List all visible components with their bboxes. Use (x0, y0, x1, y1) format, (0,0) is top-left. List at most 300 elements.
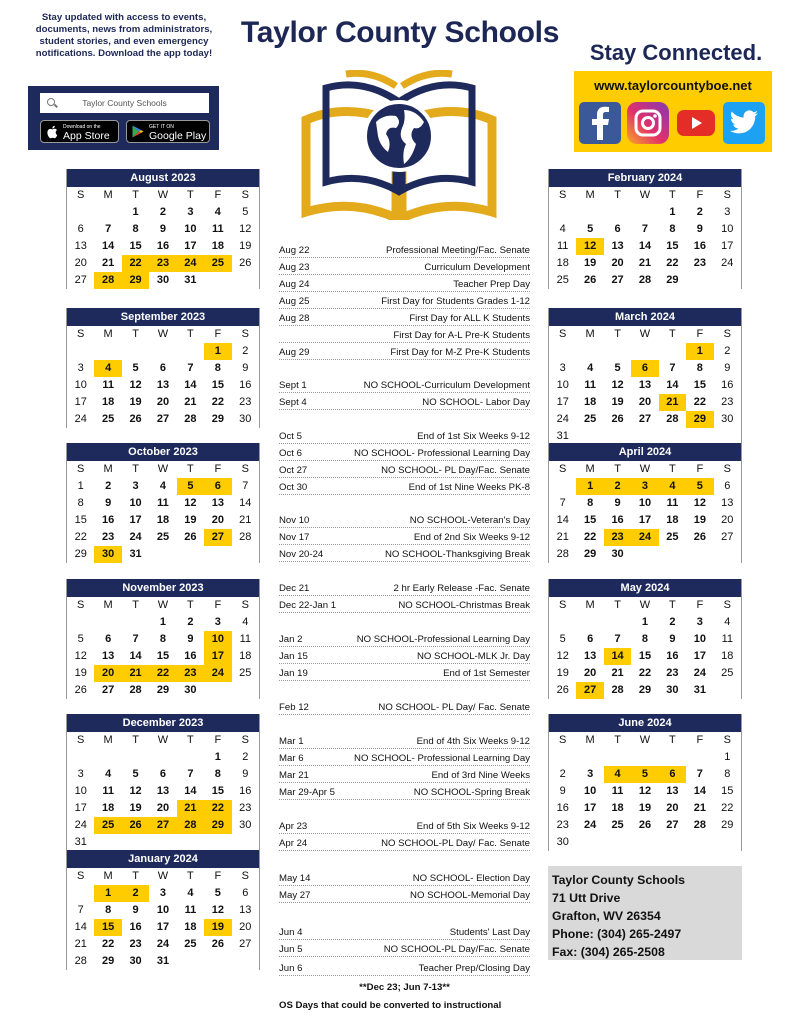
calendar-day-highlighted: 2 (604, 478, 631, 495)
event-description: NO SCHOOL-MLK Jr. Day (416, 651, 530, 662)
weekday-label: S (559, 599, 567, 611)
calendar-day: 10 (74, 379, 87, 391)
event-date: Nov 10 (279, 515, 310, 526)
weekday-label: T (132, 463, 139, 475)
calendar-day: 14 (184, 379, 197, 391)
weekday-label: T (132, 599, 139, 611)
calendar-day: 28 (638, 274, 652, 286)
calendar-day: 20 (239, 921, 252, 933)
calendar-day: 20 (584, 667, 597, 679)
calendar-day: 24 (693, 667, 706, 679)
calendar-day-highlighted: 12 (576, 238, 603, 255)
event-row (279, 242, 530, 258)
calendar-day-highlighted: 4 (94, 360, 121, 377)
calendar-day: 10 (156, 904, 170, 916)
calendar-day: 16 (239, 379, 252, 391)
day-grid (549, 461, 741, 563)
calendar-day: 11 (666, 497, 679, 509)
weekday-label: T (187, 870, 194, 882)
empty-day (576, 614, 603, 631)
weekday-label: F (696, 599, 704, 611)
event-description: Curriculum Development (424, 262, 530, 273)
youtube-icon[interactable] (675, 102, 717, 144)
day-grid (67, 597, 259, 699)
calendar-day: 27 (666, 819, 679, 831)
calendar-day: 24 (584, 819, 597, 831)
calendar-day: 9 (187, 633, 194, 645)
calendar-day: 17 (556, 396, 569, 408)
empty-day (631, 204, 658, 221)
event-date: Sept 1 (279, 380, 307, 391)
calendar-day-highlighted: 24 (177, 255, 204, 272)
calendar-day-highlighted: 21 (177, 800, 204, 817)
calendar-day-highlighted: 5 (631, 766, 658, 783)
weekday-label: T (187, 734, 194, 746)
calendar-day-highlighted: 15 (94, 919, 121, 936)
calendar-day: 10 (638, 497, 652, 509)
calendar-day: 12 (184, 497, 197, 509)
month-header: February 2024 (549, 169, 741, 187)
apple-icon (45, 124, 59, 140)
weekday-label: F (696, 463, 704, 475)
calendar-day: 28 (184, 413, 197, 425)
calendar-day: 7 (187, 768, 194, 780)
instagram-icon[interactable] (627, 102, 669, 144)
event-date: Sept 4 (279, 397, 307, 408)
calendar-day-highlighted: 5 (177, 478, 204, 495)
calendar-day: 16 (693, 240, 706, 252)
calendar-day-highlighted: 28 (177, 817, 204, 834)
calendar-day: 13 (721, 497, 734, 509)
empty-day (604, 614, 631, 631)
event-row (279, 394, 530, 410)
empty-day (549, 749, 576, 766)
day-grid (67, 461, 259, 563)
contact-address: 71 Utt Drive (552, 891, 621, 905)
calendar-day: 6 (724, 480, 731, 492)
empty-day (604, 204, 631, 221)
event-date: Aug 29 (279, 347, 310, 358)
empty-day (576, 749, 603, 766)
calendar-day: 9 (132, 904, 139, 916)
calendar-day: 13 (239, 904, 252, 916)
event-date: Apr 23 (279, 821, 308, 832)
empty-day (549, 204, 576, 221)
calendar-day: 21 (74, 938, 87, 950)
weekday-label: S (723, 189, 731, 201)
school-logo (292, 70, 506, 220)
calendar-day: 10 (184, 223, 197, 235)
calendar-day: 10 (721, 223, 734, 235)
calendar-day: 2 (242, 345, 249, 357)
calendar-day: 29 (102, 955, 115, 967)
calendar-day: 31 (556, 430, 569, 442)
event-date: Jun 6 (279, 963, 303, 974)
calendar-day: 30 (721, 413, 734, 425)
weekday-label: T (669, 599, 676, 611)
calendar-day: 19 (74, 667, 87, 679)
calendar-day: 17 (74, 802, 87, 814)
event-description: First Day for Students Grades 1-12 (381, 296, 530, 307)
calendar-day-highlighted: 1 (576, 478, 603, 495)
calendar-day: 3 (559, 362, 566, 374)
calendar-day: 14 (102, 240, 115, 252)
calendar-day: 13 (74, 240, 87, 252)
calendar-day: 13 (211, 497, 224, 509)
calendar-day-highlighted: 6 (204, 478, 231, 495)
calendar-day: 18 (184, 921, 197, 933)
calendar-day-highlighted: 21 (122, 665, 149, 682)
empty-day (122, 343, 149, 360)
calendar-day: 31 (184, 274, 197, 286)
calendar-day: 8 (132, 223, 139, 235)
calendar-day: 31 (129, 548, 142, 560)
weekday-label: F (214, 463, 222, 475)
event-row (279, 377, 530, 393)
calendar-day: 22 (74, 531, 87, 543)
calendar-day: 27 (102, 684, 115, 696)
weekday-label: S (241, 734, 249, 746)
weekday-label: M (585, 599, 595, 611)
calendar-may-2024 (548, 579, 742, 699)
calendar-day: 18 (102, 802, 115, 814)
twitter-icon[interactable] (723, 102, 765, 144)
calendar-day: 16 (611, 514, 624, 526)
calendar-day: 13 (156, 379, 170, 391)
calendar-day: 14 (129, 650, 142, 662)
calendar-day: 5 (214, 887, 221, 899)
event-row (279, 924, 530, 940)
calendar-day-highlighted: 22 (204, 800, 231, 817)
calendar-day: 5 (242, 206, 249, 218)
calendar-day: 9 (242, 362, 249, 374)
calendar-day: 20 (611, 257, 624, 269)
calendar-day: 23 (666, 667, 679, 679)
calendar-day: 8 (669, 223, 676, 235)
calendar-day: 31 (693, 684, 706, 696)
weekday-label: F (696, 328, 704, 340)
weekday-label: M (103, 734, 113, 746)
weekday-label: M (103, 463, 113, 475)
calendar-day-highlighted: 21 (659, 394, 686, 411)
event-row (279, 529, 530, 545)
event-date: Aug 22 (279, 245, 310, 256)
empty-day (67, 885, 94, 902)
calendar-day: 13 (638, 379, 652, 391)
contact-city: Grafton, WV 26354 (552, 909, 661, 923)
empty-day (149, 749, 176, 766)
calendar-day: 3 (77, 768, 84, 780)
calendar-day: 25 (156, 531, 170, 543)
month-header: April 2024 (549, 443, 741, 461)
day-grid (67, 326, 259, 428)
calendar-day: 23 (129, 938, 142, 950)
calendar-day: 12 (74, 650, 87, 662)
weekday-label: W (157, 870, 169, 882)
calendar-day: 28 (611, 684, 624, 696)
calendar-day: 4 (559, 223, 566, 235)
calendar-day: 8 (641, 633, 649, 645)
calendar-day: 12 (211, 904, 224, 916)
calendar-day: 30 (556, 836, 569, 848)
calendar-day: 4 (724, 616, 731, 628)
calendar-day: 1 (214, 751, 221, 763)
calendar-day: 19 (129, 802, 142, 814)
calendar-day: 31 (74, 836, 87, 848)
calendar-day: 27 (611, 274, 624, 286)
calendar-day: 13 (584, 650, 597, 662)
calendar-day: 15 (211, 785, 224, 797)
event-row (279, 665, 530, 681)
event-row (279, 546, 530, 562)
calendar-day: 9 (105, 497, 112, 509)
calendar-day: 22 (721, 802, 734, 814)
calendar-day: 14 (74, 921, 87, 933)
calendar-day: 22 (584, 531, 597, 543)
event-row (279, 960, 530, 976)
event-description: NO SCHOOL- PL Day/Fac. Senate (381, 465, 530, 476)
calendar-day: 6 (159, 362, 167, 374)
event-description: NO SCHOOL- Professional Learning Day (354, 448, 530, 459)
event-row (279, 580, 530, 596)
event-description: End of 3rd Nine Weeks (431, 770, 530, 781)
empty-day (659, 343, 686, 360)
calendar-day: 2 (559, 768, 566, 780)
calendar-march-2024 (548, 308, 742, 445)
calendar-day-highlighted: 20 (94, 665, 121, 682)
calendar-day: 30 (184, 684, 197, 696)
calendar-day: 7 (669, 362, 676, 374)
calendar-day: 15 (666, 240, 679, 252)
calendar-day: 25 (239, 667, 252, 679)
calendar-day: 23 (239, 396, 252, 408)
calendar-day: 7 (641, 223, 649, 235)
weekday-label: W (639, 328, 651, 340)
open-book-globe-logo (292, 70, 506, 220)
event-date: Oct 30 (279, 482, 308, 493)
calendar-day-highlighted: 22 (122, 255, 149, 272)
calendar-day: 30 (239, 819, 252, 831)
calendar-day: 28 (693, 819, 706, 831)
calendar-day: 11 (721, 633, 733, 645)
calendar-day: 20 (721, 514, 734, 526)
calendar-day: 15 (721, 785, 734, 797)
calendar-day: 1 (77, 480, 84, 492)
event-row (279, 784, 530, 800)
event-description: End of 2nd Six Weeks 9-12 (413, 532, 530, 543)
contact-name: Taylor County Schools (552, 873, 686, 887)
weekday-label: W (639, 734, 651, 746)
event-row (279, 428, 530, 444)
calendar-day: 26 (638, 819, 652, 831)
calendar-day: 8 (214, 362, 221, 374)
os-dates-note: **Dec 23; Jun 7-13** (359, 982, 450, 993)
weekday-label: T (132, 734, 139, 746)
weekday-label: W (157, 734, 169, 746)
month-header: June 2024 (549, 714, 741, 732)
weekday-label: F (214, 328, 222, 340)
calendar-day: 16 (129, 921, 142, 933)
event-description: End of 5th Six Weeks 9-12 (416, 821, 530, 832)
event-date: Nov 17 (279, 532, 310, 543)
calendar-day: 9 (559, 785, 566, 797)
event-row (279, 699, 530, 715)
calendar-day: 19 (239, 240, 252, 252)
event-date: May 14 (279, 873, 311, 884)
facebook-icon[interactable] (579, 102, 621, 144)
calendar-day: 25 (184, 938, 197, 950)
calendar-day: 6 (159, 768, 167, 780)
calendar-day: 1 (641, 616, 649, 628)
calendar-day: 15 (211, 379, 224, 391)
empty-day (686, 749, 713, 766)
calendar-day: 27 (638, 413, 652, 425)
calendar-day: 9 (669, 633, 676, 645)
calendar-day: 5 (614, 362, 621, 374)
calendar-day: 9 (724, 362, 731, 374)
calendar-day: 23 (693, 257, 706, 269)
weekday-label: F (696, 189, 704, 201)
calendar-august-2023 (66, 169, 260, 289)
calendar-day: 11 (184, 904, 197, 916)
empty-day (177, 749, 204, 766)
weekday-label: M (585, 189, 595, 201)
weekday-label: T (132, 189, 139, 201)
calendar-day-highlighted: 2 (122, 885, 149, 902)
calendar-day: 16 (556, 802, 569, 814)
event-description: NO SCHOOL-Professional Learning Day (356, 634, 530, 645)
weekday-label: S (241, 870, 249, 882)
calendar-day: 3 (587, 768, 594, 780)
weekday-label: S (723, 734, 731, 746)
calendar-day: 21 (184, 396, 197, 408)
calendar-day: 28 (74, 955, 87, 967)
calendar-day: 14 (638, 240, 652, 252)
event-description: NO SCHOOL-Spring Break (413, 787, 530, 798)
calendar-day: 23 (102, 531, 115, 543)
weekday-label: S (77, 870, 85, 882)
empty-day (122, 614, 149, 631)
calendar-day: 11 (157, 497, 169, 509)
weekday-label: S (77, 189, 85, 201)
weekday-label: S (559, 328, 567, 340)
calendar-day: 5 (132, 768, 139, 780)
empty-day (604, 749, 631, 766)
calendar-day: 19 (556, 667, 569, 679)
weekday-label: M (585, 463, 595, 475)
calendar-day-highlighted: 19 (204, 919, 231, 936)
calendar-day: 24 (74, 819, 87, 831)
calendar-day: 29 (584, 548, 597, 560)
calendar-day: 26 (74, 684, 87, 696)
search-icon (47, 98, 55, 106)
weekday-label: W (157, 599, 169, 611)
calendar-day: 13 (156, 785, 170, 797)
event-date: Nov 20-24 (279, 549, 324, 560)
calendar-day: 15 (129, 240, 142, 252)
calendar-day: 25 (102, 413, 115, 425)
weekday-label: T (614, 328, 621, 340)
calendar-day: 30 (611, 548, 624, 560)
month-header: January 2024 (67, 850, 259, 868)
event-description: 2 hr Early Release -Fac. Senate (393, 583, 530, 594)
calendar-day: 31 (156, 955, 170, 967)
calendar-day: 30 (129, 955, 142, 967)
calendar-day: 12 (638, 785, 652, 797)
calendar-day: 29 (156, 684, 170, 696)
event-description: NO SCHOOL- PL Day/ Fac. Senate (378, 702, 530, 713)
calendar-september-2023 (66, 308, 260, 428)
calendar-day: 15 (156, 650, 170, 662)
event-date: Jan 2 (279, 634, 303, 645)
calendar-day-highlighted: 1 (686, 343, 713, 360)
weekday-label: T (187, 599, 194, 611)
event-row (279, 259, 530, 275)
calendar-day: 13 (611, 240, 624, 252)
app-store-button[interactable] (40, 120, 119, 143)
google-play-button[interactable] (126, 120, 210, 143)
event-row (279, 631, 530, 647)
website-link[interactable]: www.taylorcountyboe.net (594, 78, 752, 93)
empty-day (94, 343, 121, 360)
calendar-day-highlighted: 1 (204, 343, 231, 360)
event-date: Oct 5 (279, 431, 302, 442)
month-header: October 2023 (67, 443, 259, 461)
calendar-day: 12 (239, 223, 252, 235)
calendar-april-2024 (548, 443, 742, 563)
empty-day (631, 343, 658, 360)
calendar-day: 15 (584, 514, 597, 526)
calendar-day: 2 (242, 751, 249, 763)
event-description: NO SCHOOL-PL Day/Fac. Senate (383, 944, 530, 955)
calendar-day: 24 (721, 257, 734, 269)
event-row (279, 835, 530, 851)
month-header: March 2024 (549, 308, 741, 326)
weekday-label: M (103, 328, 113, 340)
weekday-label: W (639, 189, 651, 201)
calendar-day-highlighted: 24 (204, 665, 231, 682)
calendar-day: 2 (105, 480, 112, 492)
calendar-day: 18 (211, 240, 224, 252)
calendar-day: 1 (159, 616, 167, 628)
weekday-label: F (696, 734, 704, 746)
calendar-day: 30 (239, 413, 252, 425)
event-date: Oct 27 (279, 465, 308, 476)
app-search-bar[interactable] (40, 93, 209, 113)
calendar-june-2024 (548, 714, 742, 851)
calendar-day: 29 (638, 684, 652, 696)
calendar-day-highlighted: 6 (659, 766, 686, 783)
weekday-label: S (723, 463, 731, 475)
calendar-day: 12 (556, 650, 569, 662)
calendar-day-highlighted: 23 (177, 665, 204, 682)
calendar-day: 7 (105, 223, 112, 235)
event-row (279, 512, 530, 528)
calendar-day: 10 (129, 497, 142, 509)
event-row (279, 445, 530, 461)
calendar-day: 2 (724, 345, 731, 357)
calendar-day: 13 (666, 785, 679, 797)
event-date: Oct 6 (279, 448, 302, 459)
calendar-day: 8 (724, 768, 731, 780)
calendar-day: 3 (696, 616, 703, 628)
calendar-day: 4 (187, 887, 194, 899)
contact-fax: Fax: (304) 265-2508 (552, 945, 665, 959)
weekday-label: S (241, 189, 249, 201)
os-days-note: OS Days that could be converted to instructional (279, 1000, 502, 1011)
calendar-day: 14 (693, 785, 706, 797)
day-grid (67, 187, 259, 289)
